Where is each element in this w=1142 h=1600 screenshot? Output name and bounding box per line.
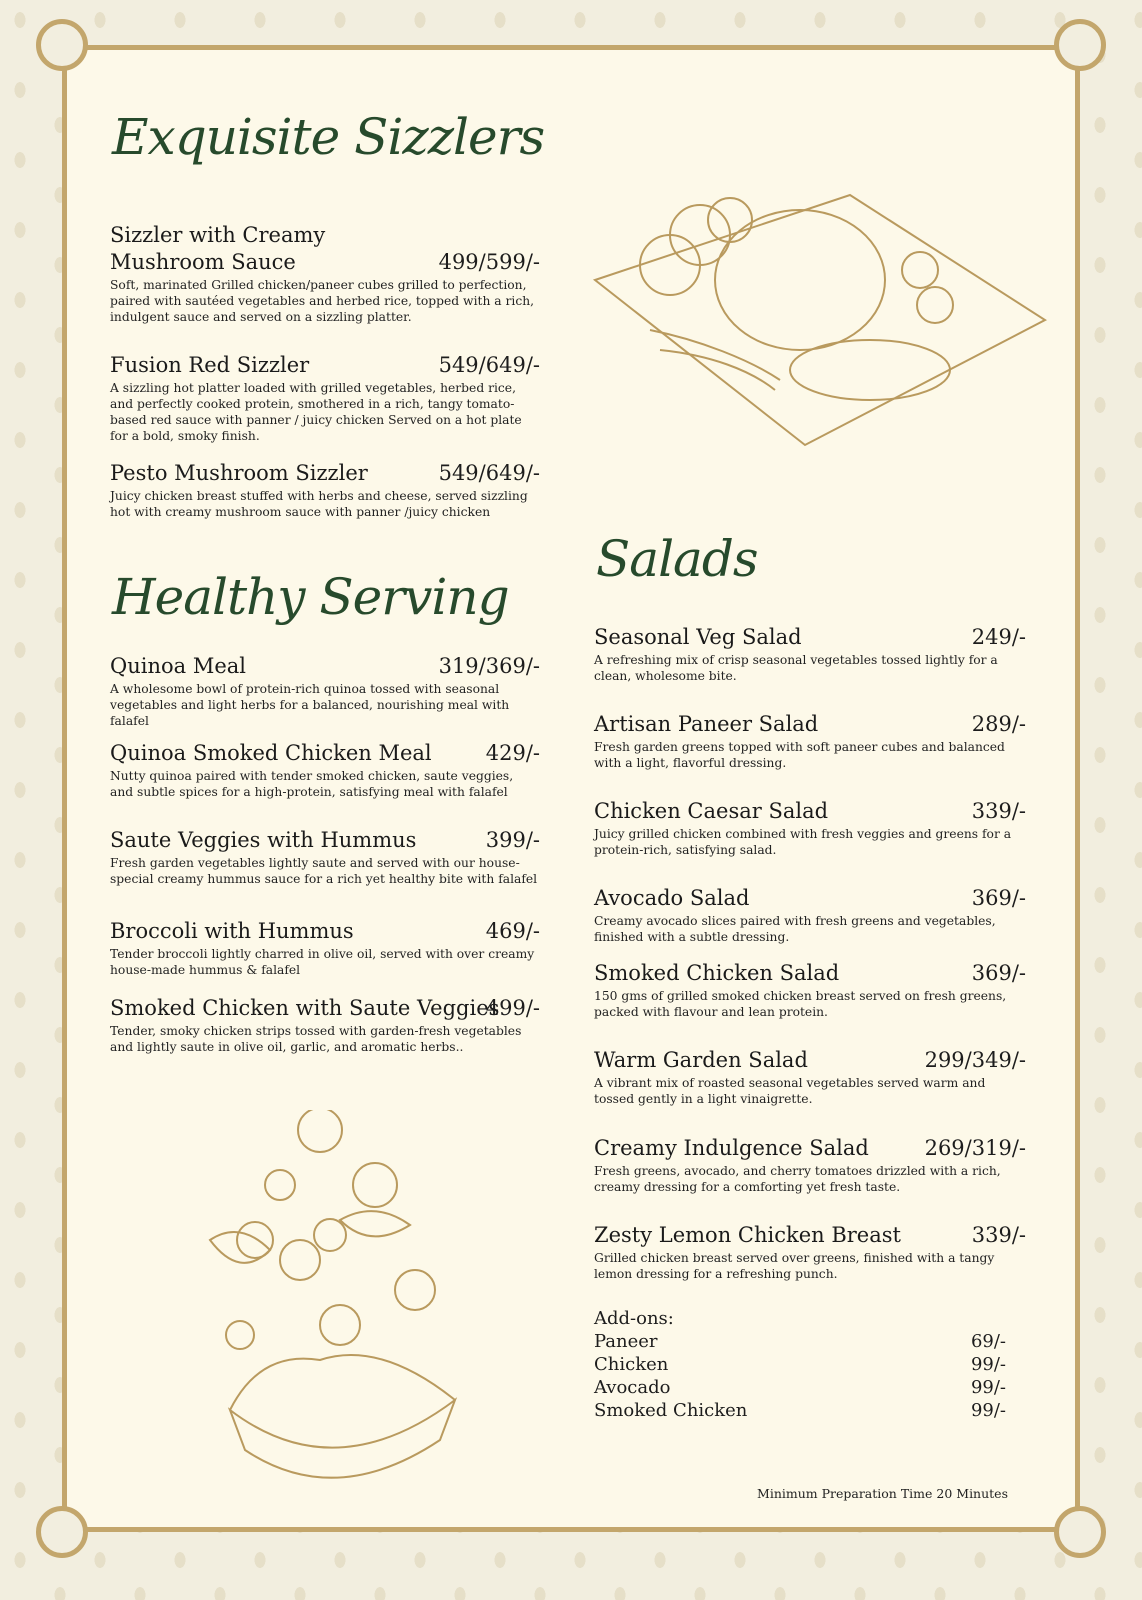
menu-item-description: Juicy chicken breast stuffed with herbs and cheese, served sizzling hot with creamy mushroom sauce with panner /juicy chicken [110, 489, 528, 519]
menu-item-name: Sizzler with Creamy Mushroom Sauce [110, 223, 326, 274]
menu-item-name: Broccoli with Hummus [110, 919, 354, 943]
menu-item-price: 549/649/- [438, 461, 540, 485]
addon-name: Smoked Chicken [594, 1400, 748, 1421]
menu-item-name: Quinoa Meal [110, 654, 246, 678]
menu-item-price: 549/649/- [438, 353, 540, 377]
frame-corner [1054, 1506, 1106, 1558]
addon-name: Paneer [594, 1331, 658, 1352]
menu-item-description: Creamy avocado slices paired with fresh greens and vegetables, finished with a subtle dressing. [594, 914, 996, 944]
menu-item-description: Fresh garden vegetables lightly saute and served with our house-special creamy hummus sauce for a rich yet healthy bite with falafel [110, 856, 538, 886]
addon-price: 99/- [970, 1377, 1006, 1398]
menu-item-description: Nutty quinoa paired with tender smoked chicken, saute veggies, and subtle spices for a high-protein, satisfying meal with falafel [110, 769, 514, 799]
menu-item-description: Juicy grilled chicken combined with fresh veggies and greens for a protein-rich, satisfying salad. [594, 827, 1012, 857]
menu-item-description: 150 gms of grilled smoked chicken breast served on fresh greens, packed with flavour and lean protein. [594, 989, 1007, 1019]
menu-item [594, 1047, 1026, 1107]
menu-item-name: Artisan Paneer Salad [594, 712, 819, 736]
menu-item [110, 827, 540, 887]
menu-item-description: Tender broccoli lightly charred in olive oil, served with over creamy house-made hummus & falafel [110, 947, 535, 977]
menu-item [110, 995, 540, 1055]
menu-item [110, 918, 540, 978]
heading-sizzlers: Exquisite Sizzlers [112, 108, 545, 166]
menu-item [110, 460, 540, 520]
addon-price: 99/- [970, 1400, 1006, 1421]
menu-item [594, 960, 1026, 1020]
menu-item-description: A wholesome bowl of protein-rich quinoa tossed with seasonal vegetables and light herbs for a balanced, nourishing meal with falafel [110, 682, 510, 728]
frame-corner [36, 1506, 88, 1558]
menu-item-price: 249/- [971, 625, 1026, 649]
frame-corner [36, 19, 88, 71]
menu-item-price: 499/- [485, 996, 540, 1020]
menu-item [594, 798, 1026, 858]
menu-item-name: Quinoa Smoked Chicken Meal [110, 741, 432, 765]
menu-item-name: Chicken Caesar Salad [594, 799, 829, 823]
menu-item-price: 289/- [971, 712, 1026, 736]
menu-item-description: A refreshing mix of crisp seasonal vegetables tossed lightly for a clean, wholesome bite. [594, 653, 998, 683]
menu-item-price: 429/- [485, 741, 540, 765]
heading-healthy: Healthy Serving [112, 568, 509, 626]
menu-item [110, 653, 540, 729]
menu-item [594, 885, 1026, 945]
addons-title: Add-ons: [594, 1308, 674, 1329]
menu-item-name: Smoked Chicken with Saute Veggies [110, 996, 500, 1020]
menu-item [594, 1135, 1026, 1195]
addon-item [594, 1353, 1006, 1376]
preparation-time-note: Minimum Preparation Time 20 Minutes [757, 1486, 1008, 1501]
addon-item [594, 1330, 1006, 1353]
addon-name: Avocado [594, 1377, 671, 1398]
menu-item-name: Warm Garden Salad [594, 1048, 808, 1072]
salad-bowl-illustration [200, 1110, 470, 1510]
menu-item-name: Avocado Salad [594, 886, 750, 910]
menu-item-price: 269/319/- [924, 1136, 1026, 1160]
menu-item-description: Fresh garden greens topped with soft paneer cubes and balanced with a light, flavorful dressing. [594, 740, 1005, 770]
menu-item-price: 399/- [485, 828, 540, 852]
menu-item-price: 339/- [971, 799, 1026, 823]
menu-item-price: 369/- [971, 886, 1026, 910]
menu-item-price: 469/- [485, 919, 540, 943]
menu-item [594, 1222, 1026, 1282]
menu-item [110, 352, 540, 444]
menu-item [110, 740, 540, 800]
addon-price: 69/- [970, 1331, 1006, 1352]
menu-item [594, 624, 1026, 684]
menu-item-name: Creamy Indulgence Salad [594, 1136, 869, 1160]
menu-item-name: Fusion Red Sizzler [110, 353, 310, 377]
menu-item-description: Soft, marinated Grilled chicken/paneer cubes grilled to perfection, paired with sautéed vegetables and herbed rice, topped with a rich, indulgent sauce and served on a sizzling platter. [110, 278, 535, 324]
menu-item [594, 711, 1026, 771]
menu-item-description: Grilled chicken breast served over greens, finished with a tangy lemon dressing for a refreshing punch. [594, 1251, 995, 1281]
addon-item [594, 1399, 1006, 1422]
heading-salads: Salads [596, 530, 758, 588]
menu-item-price: 499/599/- [438, 250, 540, 274]
menu-item-name: Seasonal Veg Salad [594, 625, 802, 649]
menu-item [110, 222, 540, 325]
menu-item-name: Saute Veggies with Hummus [110, 828, 417, 852]
menu-item-description: Fresh greens, avocado, and cherry tomatoes drizzled with a rich, creamy dressing for a comforting yet fresh taste. [594, 1164, 1001, 1194]
menu-item-description: A vibrant mix of roasted seasonal vegetables served warm and tossed gently in a light vinaigrette. [594, 1076, 986, 1106]
addon-name: Chicken [594, 1354, 669, 1375]
frame-corner [1054, 19, 1106, 71]
menu-item-name: Zesty Lemon Chicken Breast [594, 1223, 901, 1247]
menu-item-name: Smoked Chicken Salad [594, 961, 840, 985]
menu-item-price: 369/- [971, 961, 1026, 985]
addon-price: 99/- [970, 1354, 1006, 1375]
menu-item-description: A sizzling hot platter loaded with grilled vegetables, herbed rice, and perfectly cooked protein, smothered in a rich, tangy tomato-based red sauce with panner / juicy chicken Served on a hot plate for a bold, smoky finish. [110, 381, 522, 443]
menu-item-price: 319/369/- [438, 654, 540, 678]
addon-item [594, 1376, 1006, 1399]
menu-item-price: 299/349/- [924, 1048, 1026, 1072]
menu-item-price: 339/- [971, 1223, 1026, 1247]
menu-item-name: Pesto Mushroom Sizzler [110, 461, 368, 485]
sizzler-plate-illustration [590, 190, 1060, 460]
menu-item-description: Tender, smoky chicken strips tossed with garden-fresh vegetables and lightly saute in olive oil, garlic, and aromatic herbs.. [110, 1024, 522, 1054]
